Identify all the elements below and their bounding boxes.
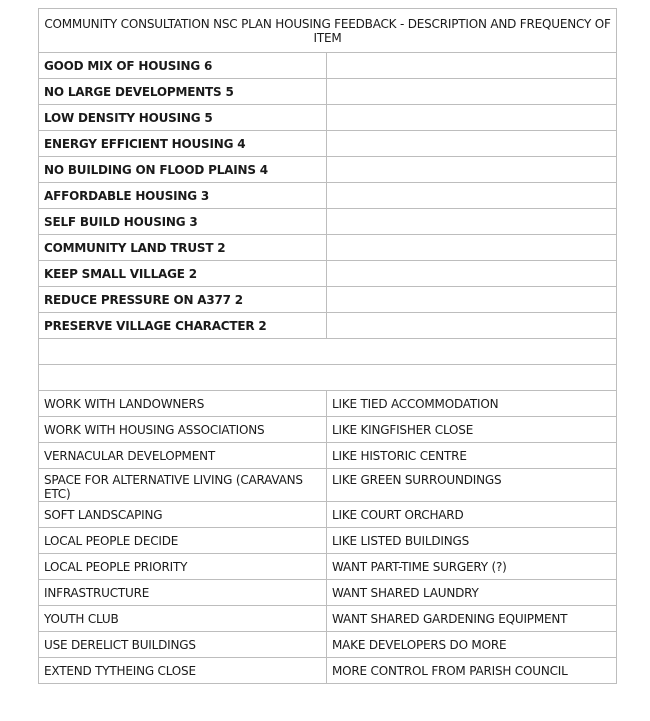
ranked-item: GOOD MIX OF HOUSING 6 <box>39 53 327 79</box>
table-row <box>39 105 617 131</box>
item-right: WANT SHARED LAUNDRY <box>327 580 617 606</box>
table-row <box>39 157 617 183</box>
table-row <box>39 79 617 105</box>
empty-cell <box>327 313 617 339</box>
item-right: LIKE LISTED BUILDINGS <box>327 528 617 554</box>
item-right: LIKE GREEN SURROUNDINGS <box>327 469 617 502</box>
empty-cell <box>39 339 617 365</box>
empty-cell <box>327 183 617 209</box>
item-right: MORE CONTROL FROM PARISH COUNCIL <box>327 658 617 684</box>
item-left: LOCAL PEOPLE PRIORITY <box>39 554 327 580</box>
table-row <box>39 554 617 580</box>
table-row <box>39 287 617 313</box>
table-row <box>39 469 617 502</box>
feedback-document <box>38 8 616 684</box>
table-row <box>39 632 617 658</box>
blank-row <box>39 365 617 391</box>
table-title: COMMUNITY CONSULTATION NSC PLAN HOUSING FEEDBACK - DESCRIPTION AND FREQUENCY OF ITEM <box>39 9 617 53</box>
ranked-item: KEEP SMALL VILLAGE 2 <box>39 261 327 287</box>
empty-cell <box>327 131 617 157</box>
ranked-item: SELF BUILD HOUSING 3 <box>39 209 327 235</box>
item-right: LIKE HISTORIC CENTRE <box>327 443 617 469</box>
empty-cell <box>39 365 617 391</box>
item-left: USE DERELICT BUILDINGS <box>39 632 327 658</box>
ranked-item: REDUCE PRESSURE ON A377 2 <box>39 287 327 313</box>
item-left: WORK WITH LANDOWNERS <box>39 391 327 417</box>
ranked-item: NO BUILDING ON FLOOD PLAINS 4 <box>39 157 327 183</box>
item-left: EXTEND TYTHEING CLOSE <box>39 658 327 684</box>
table-row <box>39 261 617 287</box>
item-left: LOCAL PEOPLE DECIDE <box>39 528 327 554</box>
ranked-item: LOW DENSITY HOUSING 5 <box>39 105 327 131</box>
empty-cell <box>327 79 617 105</box>
empty-cell <box>327 287 617 313</box>
empty-cell <box>327 157 617 183</box>
table-row <box>39 209 617 235</box>
table-row <box>39 131 617 157</box>
empty-cell <box>327 261 617 287</box>
item-right: MAKE DEVELOPERS DO MORE <box>327 632 617 658</box>
ranked-item: COMMUNITY LAND TRUST 2 <box>39 235 327 261</box>
table-row <box>39 580 617 606</box>
table-row <box>39 417 617 443</box>
item-left: VERNACULAR DEVELOPMENT <box>39 443 327 469</box>
table-row <box>39 502 617 528</box>
feedback-table <box>38 8 617 684</box>
empty-cell <box>327 209 617 235</box>
empty-cell <box>327 53 617 79</box>
blank-row <box>39 339 617 365</box>
ranked-item: PRESERVE VILLAGE CHARACTER 2 <box>39 313 327 339</box>
item-right: LIKE COURT ORCHARD <box>327 502 617 528</box>
item-left: WORK WITH HOUSING ASSOCIATIONS <box>39 417 327 443</box>
item-right: WANT PART-TIME SURGERY (?) <box>327 554 617 580</box>
table-row <box>39 528 617 554</box>
table-row <box>39 658 617 684</box>
item-left: SPACE FOR ALTERNATIVE LIVING (CARAVANS ETC) <box>39 469 327 502</box>
empty-cell <box>327 105 617 131</box>
item-left: INFRASTRUCTURE <box>39 580 327 606</box>
title-row <box>39 9 617 53</box>
table-row <box>39 183 617 209</box>
table-row <box>39 53 617 79</box>
table-row <box>39 443 617 469</box>
table-row <box>39 391 617 417</box>
empty-cell <box>327 235 617 261</box>
table-row <box>39 313 617 339</box>
ranked-item: ENERGY EFFICIENT HOUSING 4 <box>39 131 327 157</box>
item-left: YOUTH CLUB <box>39 606 327 632</box>
table-row <box>39 606 617 632</box>
item-right: LIKE KINGFISHER CLOSE <box>327 417 617 443</box>
item-left: SOFT LANDSCAPING <box>39 502 327 528</box>
table-row <box>39 235 617 261</box>
item-right: WANT SHARED GARDENING EQUIPMENT <box>327 606 617 632</box>
ranked-item: NO LARGE DEVELOPMENTS 5 <box>39 79 327 105</box>
item-right: LIKE TIED ACCOMMODATION <box>327 391 617 417</box>
ranked-item: AFFORDABLE HOUSING 3 <box>39 183 327 209</box>
